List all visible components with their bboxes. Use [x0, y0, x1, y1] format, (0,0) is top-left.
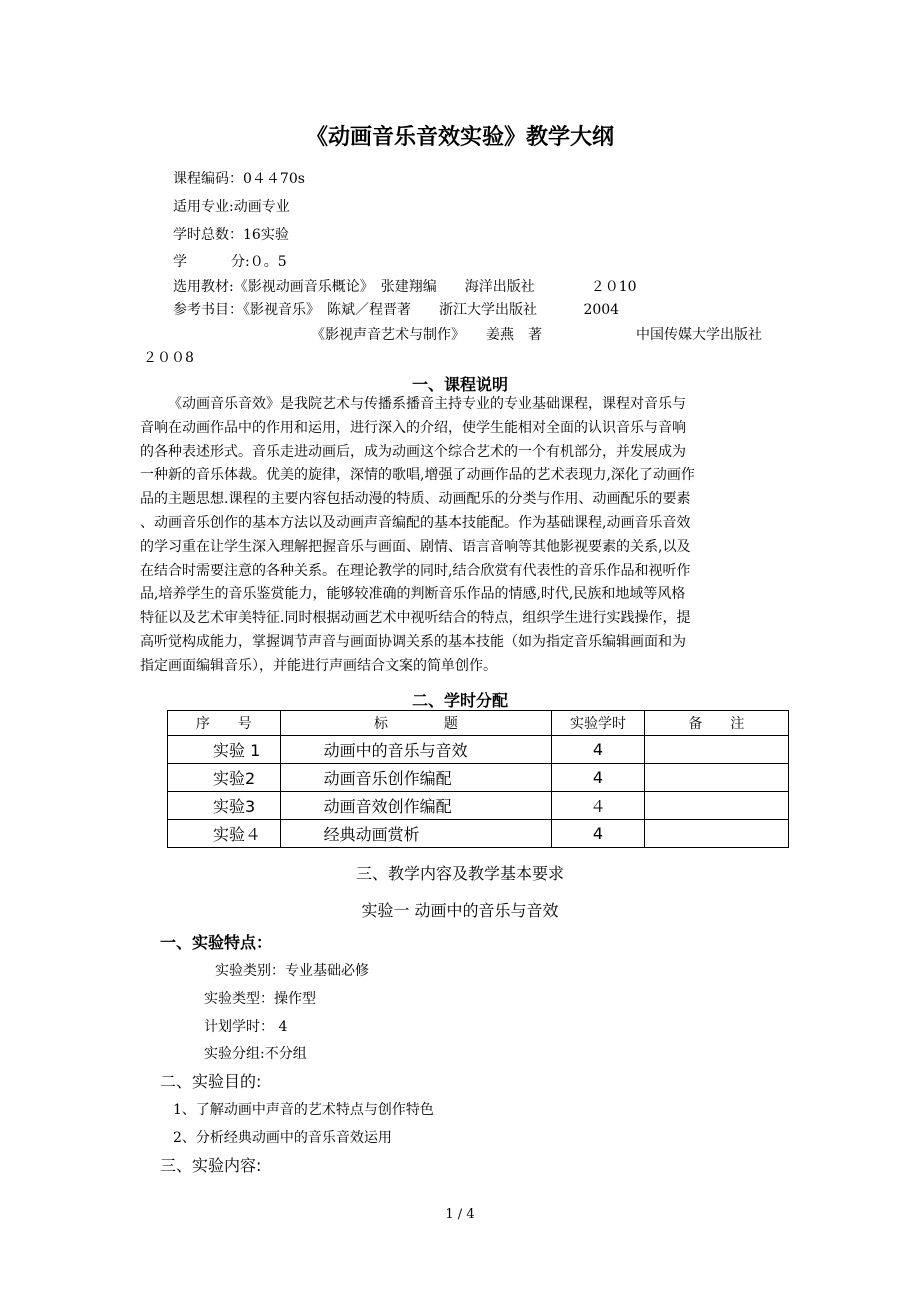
purpose-item: 1、了解动画中声音的艺术特点与创作特色	[173, 1102, 434, 1118]
cell-notes	[644, 820, 788, 848]
description-line: 一种新的音乐体裁。优美的旋律，深情的歌唱,增强了动画作品的艺术表现力,深化了动画作	[140, 467, 695, 484]
description-line: 指定画面编辑音乐），并能进行声画结合文案的简单创作。	[140, 657, 497, 674]
description-line: 品的主题思想.课程的主要内容包括动漫的特质、动画配乐的分类与作用、动画配乐的要素	[140, 491, 691, 508]
header-title: 标 题	[280, 711, 552, 736]
reference-book-2-year: ２００8	[143, 350, 194, 366]
cell-title: 动画音乐创作编配	[280, 764, 552, 792]
description-line: 特征以及艺术审美特征.同时根据动画艺术中视听结合的特点，组织学生进行实践操作，提	[140, 610, 691, 627]
description-line: 品,培养学生的音乐鉴赏能力，能够较准确的判断音乐作品的情感,时代,民族和地域等风格	[140, 586, 686, 603]
cell-number: 实验 1	[168, 736, 281, 764]
section-heading-content: 三、教学内容及教学基本要求	[355, 864, 564, 883]
cell-title: 经典动画赏析	[280, 820, 552, 848]
purpose-heading: 二、实验目的:	[160, 1072, 262, 1091]
description-line: 的各种表述形式。音乐走进动画后，成为动画这个综合艺术的一个有机部分，并发展成为	[140, 443, 686, 460]
table-row	[168, 792, 789, 820]
description-line: 在结合时需要注意的各种关系。在理论教学的同时,结合欣赏有代表性的音乐作品和视听作	[140, 562, 691, 579]
section-heading-hours: 二、学时分配	[411, 691, 508, 710]
cell-notes	[644, 792, 788, 820]
cell-hours: ４	[552, 792, 644, 820]
textbook: 选用教材:《影视动画音乐概论》 张建翔编 海洋出版社 ２０10	[173, 279, 637, 295]
header-notes: 备 注	[644, 711, 788, 736]
table-row	[168, 764, 789, 792]
cell-hours: 4	[552, 736, 644, 764]
total-hours: 学时总数：16实验	[173, 227, 289, 243]
description-line: 《动画音乐音效》是我院艺术与传播系播音主持专业的专业基础课程，课程对音乐与	[168, 396, 686, 412]
content-heading: 三、实验内容:	[160, 1156, 262, 1175]
table-row	[168, 736, 789, 764]
header-number: 序 号	[168, 711, 281, 736]
cell-notes	[644, 736, 788, 764]
cell-notes	[644, 764, 788, 792]
cell-number: 实验４	[168, 820, 281, 848]
section-heading-course-description: 一、课程说明	[411, 375, 508, 394]
cell-title: 动画音效创作编配	[280, 792, 552, 820]
table-header-row	[168, 711, 789, 736]
page-number: 1 / 4	[445, 1207, 475, 1222]
course-description	[140, 393, 782, 679]
hours-table	[167, 710, 789, 848]
cell-number: 实验2	[168, 764, 281, 792]
feature-item: 实验类别：专业基础必修	[215, 963, 369, 979]
purpose-item: 2、分析经典动画中的音乐音效运用	[173, 1130, 392, 1146]
reference-book-2-publisher: 中国传媒大学出版社	[636, 327, 762, 343]
header-hours: 实验学时	[552, 711, 644, 736]
feature-item: 实验分组:不分组	[204, 1046, 307, 1062]
reference-book-1: 参考书目：《影视音乐》 陈斌／程晋著 浙江大学出版社 2004	[173, 302, 620, 318]
course-code: 课程编码：0４４70s	[173, 171, 305, 187]
table-row	[168, 820, 789, 848]
credits-value: 分:０。5	[231, 254, 287, 270]
description-line: 音响在动画作品中的作用和运用，进行深入的介绍，使学生能相对全面的认识音乐与音响	[140, 419, 686, 436]
description-line: 高听觉构成能力，掌握调节声音与画面协调关系的基本技能（如为指定音乐编辑画面和为	[140, 633, 686, 650]
description-line: 、动画音乐创作的基本方法以及动画声音编配的基本技能配。作为基础课程,动画音乐音效	[140, 514, 691, 531]
document-title: 《动画音乐音效实验》教学大纲	[305, 124, 614, 150]
reference-book-2-title: 《影视声音艺术与制作》 姜燕 著	[311, 327, 542, 343]
cell-hours: 4	[552, 764, 644, 792]
experiment-title: 实验一 动画中的音乐与音效	[361, 901, 559, 920]
cell-number: 实验3	[168, 792, 281, 820]
feature-item: 计划学时： 4	[204, 1019, 288, 1035]
cell-title: 动画中的音乐与音效	[280, 736, 552, 764]
applicable-major: 适用专业:动画专业	[173, 199, 290, 215]
credits-label: 学	[173, 254, 187, 270]
description-line: 的学习重在让学生深入理解把握音乐与画面、剧情、语言音响等其他影视要素的关系,以及	[140, 538, 691, 555]
cell-hours: 4	[552, 820, 644, 848]
feature-item: 实验类型：操作型	[204, 991, 316, 1007]
features-heading: 一、实验特点：	[160, 933, 273, 952]
